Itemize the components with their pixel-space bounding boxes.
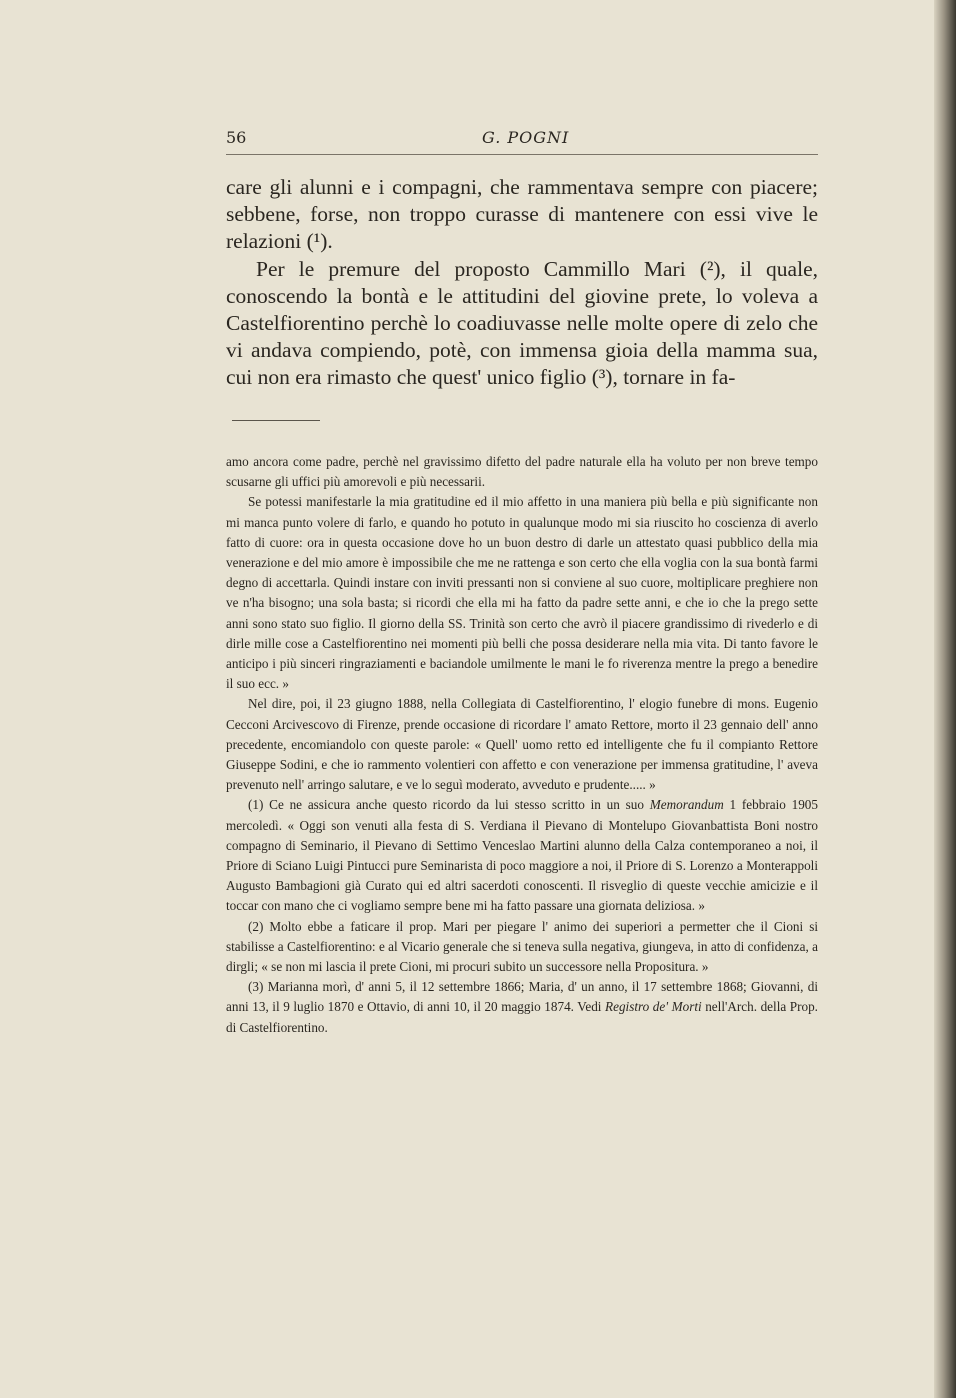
main-text <box>226 174 818 392</box>
footnote-3-text-b: nell'Arch. della Prop. di Castelfiorentino. <box>226 999 818 1035</box>
footnote-1-italic: Memorandum <box>649 797 724 813</box>
footnote-3-italic: Registro de' Morti <box>605 999 702 1015</box>
footnote-continuation: amo ancora come padre, perchè nel gravissimo difetto del padre naturale ella ha voluto per non breve tempo scusarne gli uffici più amorevoli e più necessarii. <box>226 454 818 490</box>
page-number: 56 <box>226 128 247 147</box>
footnote-2: (2) Molto ebbe a faticare il prop. Mari per piegare l' animo dei superiori a permetter che il Cioni si stabilisse a Castelfiorentino: e al Vicario generale che si teneva sulla negativa, giungeva, in atto di confidenza, a dirgli; « se non mi lascia il prete Cioni, mi procuri subito un successore nella Propositura. » <box>226 918 818 975</box>
footnote-continuation: Nel dire, poi, il 23 giugno 1888, nella Collegiata di Castelfiorentino, l' elogio funebre di mons. Eugenio Cecconi Arcivescovo di Firenze, prende occasione di ricordare l' amato Rettore, morto il 23 gennaio dell' anno precedente, encomiandolo con queste parole: « Quell' uomo retto ed intelligente che fu il compianto Rettore Giuseppe Sodini, e che io rammento volentieri con affetto e con venerazione per immensa gratitudine, l' aveva prevenuto nell' arringo salutare, e ve lo seguì moderato, avveduto e prudente..... » <box>226 696 818 793</box>
book-binding-edge <box>934 0 956 1398</box>
footnote-continuation: Se potessi manifestarle la mia gratitudine ed il mio affetto in una maniera più bella e più significante non mi manca punto volere di farlo, e quando ho potuto in qualunque modo mi sia riuscito ho coscienza di averlo fatto di cuore: ora in questa occasione dove ho un buon destro di darle un attestato quasi pubblico della mia venerazione e del mio amore è impossibile che me ne rattenga e son certo che ella voglia con la sua bontà farmi degno di accettarla. Quindi instare con inviti pressanti non si conviene al suo cuore, moltiplicare preghiere non ve n'ha bisogno; una sola basta; si ricordi che ella mi ha fatto da padre sette anni, e che io che la prego sette anni sono stato suo figlio. Il giorno della SS. Trinità son certo che avrò il piacere grandissimo di rivederlo e di dirle mille cose a Castelfiorentino nei momenti più belli che possa desiderare nella mia vita. Di tanto favore le anticipo i più sinceri ringraziamenti e baciandole umilmente le mani le fo riverenza mentre la prego a benedire il suo ecc. » <box>226 494 818 692</box>
paragraph: care gli alunni e i compagni, che rammentava sempre con piacere; sebbene, forse, non troppo curasse di mantenere con essi vive le relazioni (¹). <box>226 175 818 254</box>
footnote-separator <box>232 420 320 421</box>
footnote-1-text-b: 1 febbraio 1905 mercoledì. « Oggi son venuti alla festa di S. Verdiana il Pievano di Montelupo Giovanbattista Boni nostro compagno di Seminario, il Pievano di Settimo Venceslao Martini alunno della Calza contemporaneo a noi, il Priore di Sciano Luigi Pintucci pure Seminarista di poco maggiore a noi, il Priore di S. Lorenzo a Monterappoli Augusto Bambagioni già Curato qui ed altri sacerdoti conoscenti. Il risveglio di queste vecchie amicizie e il toccar con mano che ci vogliamo sempre bene mi ha fatto passare una giornata deliziosa. » <box>226 797 818 914</box>
footnote-3 <box>226 977 818 1038</box>
paragraph: Per le premure del proposto Cammillo Mari (²), il quale, conoscendo la bontà e le attitudini del giovine prete, lo voleva a Castelfiorentino perchè lo coadiuvasse nelle molte opere di zelo che vi andava compiendo, potè, con immensa gioia della mamma sua, cui non era rimasto che quest' unico figlio (³), tornare in fa- <box>226 256 818 390</box>
page-header <box>226 128 818 154</box>
footnote-1 <box>226 795 818 916</box>
footnotes <box>226 452 818 1038</box>
footnote-1-text-a: (1) Ce ne assicura anche questo ricordo da lui stesso scritto in un suo <box>248 797 650 813</box>
header-rule <box>226 154 818 155</box>
running-head: G. POGNI <box>482 128 570 147</box>
footnote-3-text-a: (3) Marianna morì, d' anni 5, il 12 settembre 1866; Maria, d' un anno, il 17 settembre 1868; Giovanni, di anni 13, il 9 luglio 1870 e Ottavio, di anni 10, il 20 maggio 1874. Vedi <box>226 979 818 1015</box>
